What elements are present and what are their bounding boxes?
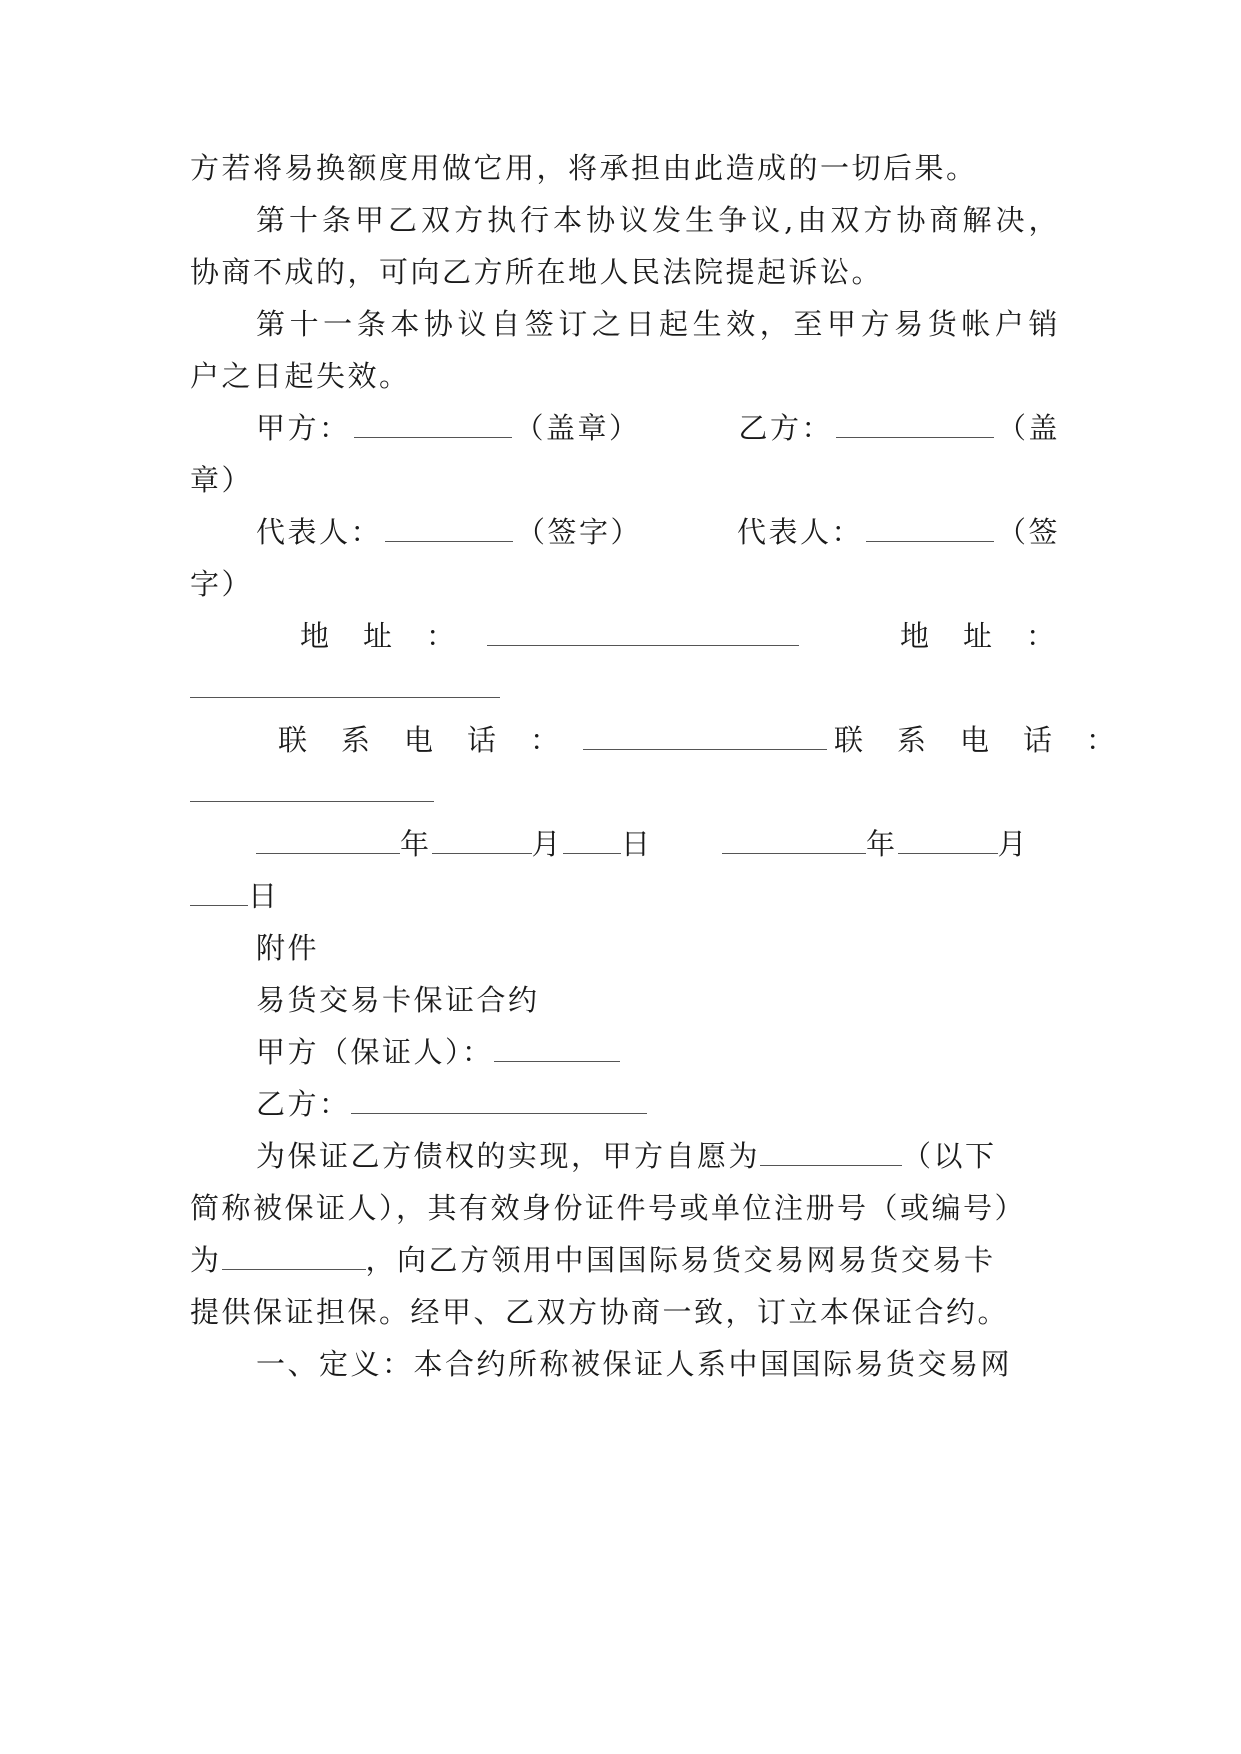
day-blank — [563, 827, 621, 854]
phone-continuation — [190, 772, 1060, 812]
id-number-blank — [222, 1243, 366, 1270]
paragraph-line: 户之日起失效。 — [190, 359, 411, 393]
sign-label: （签字） — [516, 515, 643, 549]
article-eleven-line: 第十一条本协议自签订之日起生效，至甲方易货帐户销 — [256, 307, 1060, 341]
paragraph-line: 字） — [190, 567, 254, 601]
seal-label: （盖 — [996, 411, 1060, 445]
party-b-label: 乙方： — [256, 1087, 351, 1121]
phone-label: 联 系 电 话 ： — [834, 723, 1118, 757]
guaranteed-party-blank — [760, 1139, 902, 1166]
day-blank — [190, 879, 248, 906]
text-segment: （以下 — [902, 1139, 997, 1173]
year-blank — [722, 827, 866, 854]
date-row — [256, 824, 1060, 864]
address-row — [300, 616, 1060, 656]
representative-label: 代表人： — [736, 515, 863, 549]
party-b-label: 乙方： — [738, 411, 833, 445]
paragraph-line: 简称被保证人），其有效身份证件号或单位注册号（或编号） — [190, 1191, 1027, 1225]
date-continuation — [190, 876, 1060, 916]
guarantor-row — [256, 1032, 1060, 1072]
party-a-blank — [354, 411, 512, 438]
text-segment: 为保证乙方债权的实现，甲方自愿为 — [256, 1139, 761, 1173]
paragraph-line: 协商不成的，可向乙方所在地人民法院提起诉讼。 — [190, 255, 884, 289]
party-b-blank — [836, 411, 994, 438]
text-segment: 为 — [190, 1243, 222, 1277]
month-label: 月 — [531, 827, 564, 861]
article-ten-line: 第十条甲乙双方执行本协议发生争议,由双方协商解决， — [256, 203, 1060, 237]
guarantor-label: 甲方（保证人）： — [256, 1035, 494, 1069]
phone-blank — [583, 723, 827, 750]
party-a-representative — [256, 512, 642, 552]
paragraph-line: 方若将易换额度用做它用，将承担由此造成的一切后果。 — [190, 151, 978, 185]
representative-sign-row — [256, 512, 1060, 552]
address-label: 地 址 ： — [900, 619, 1058, 653]
address-blank — [190, 671, 500, 698]
text-segment: ，向乙方领用中国国际易货交易网易货交易卡 — [365, 1243, 996, 1277]
sign-label: （签 — [996, 515, 1060, 549]
address-label: 地 址 ： — [300, 619, 458, 653]
phone-label: 联 系 电 话 ： — [278, 723, 562, 757]
day-label: 日 — [621, 827, 653, 861]
date-party-b — [722, 824, 1029, 864]
representative-blank — [385, 515, 513, 542]
address-continuation — [190, 668, 1060, 708]
attachment-title: 易货交易卡保证合约 — [256, 983, 540, 1017]
paragraph-line — [190, 1240, 1060, 1280]
year-label: 年 — [866, 827, 898, 861]
party-b-seal — [738, 408, 1060, 448]
day-label: 日 — [248, 879, 280, 913]
attachment-heading: 附件 — [256, 931, 320, 965]
month-blank — [898, 827, 998, 854]
representative-label: 代表人： — [256, 515, 383, 549]
date-party-a — [256, 827, 653, 861]
guarantor-blank — [494, 1035, 620, 1062]
address-blank — [487, 619, 799, 646]
year-label: 年 — [400, 827, 432, 861]
paragraph-line: 章） — [190, 463, 254, 497]
party-b-blank — [351, 1087, 647, 1114]
seal-label: （盖章） — [514, 411, 641, 445]
phone-row — [278, 720, 1118, 760]
paragraph-line — [256, 1136, 1060, 1176]
paragraph-line: 提供保证担保。经甲、乙双方协商一致，订立本保证合约。 — [190, 1295, 1010, 1329]
month-label: 月 — [997, 827, 1030, 861]
definition-heading-line: 一、定义：本合约所称被保证人系中国国际易货交易网 — [256, 1347, 1013, 1381]
phone-blank — [190, 775, 434, 802]
representative-blank — [866, 515, 994, 542]
party-b-representative — [737, 512, 1060, 552]
party-a-label: 甲方： — [256, 411, 351, 445]
year-blank — [256, 827, 400, 854]
party-seal-row — [256, 408, 1060, 448]
month-blank — [432, 827, 532, 854]
party-a-seal — [256, 408, 641, 448]
party-b-row — [256, 1084, 1060, 1124]
